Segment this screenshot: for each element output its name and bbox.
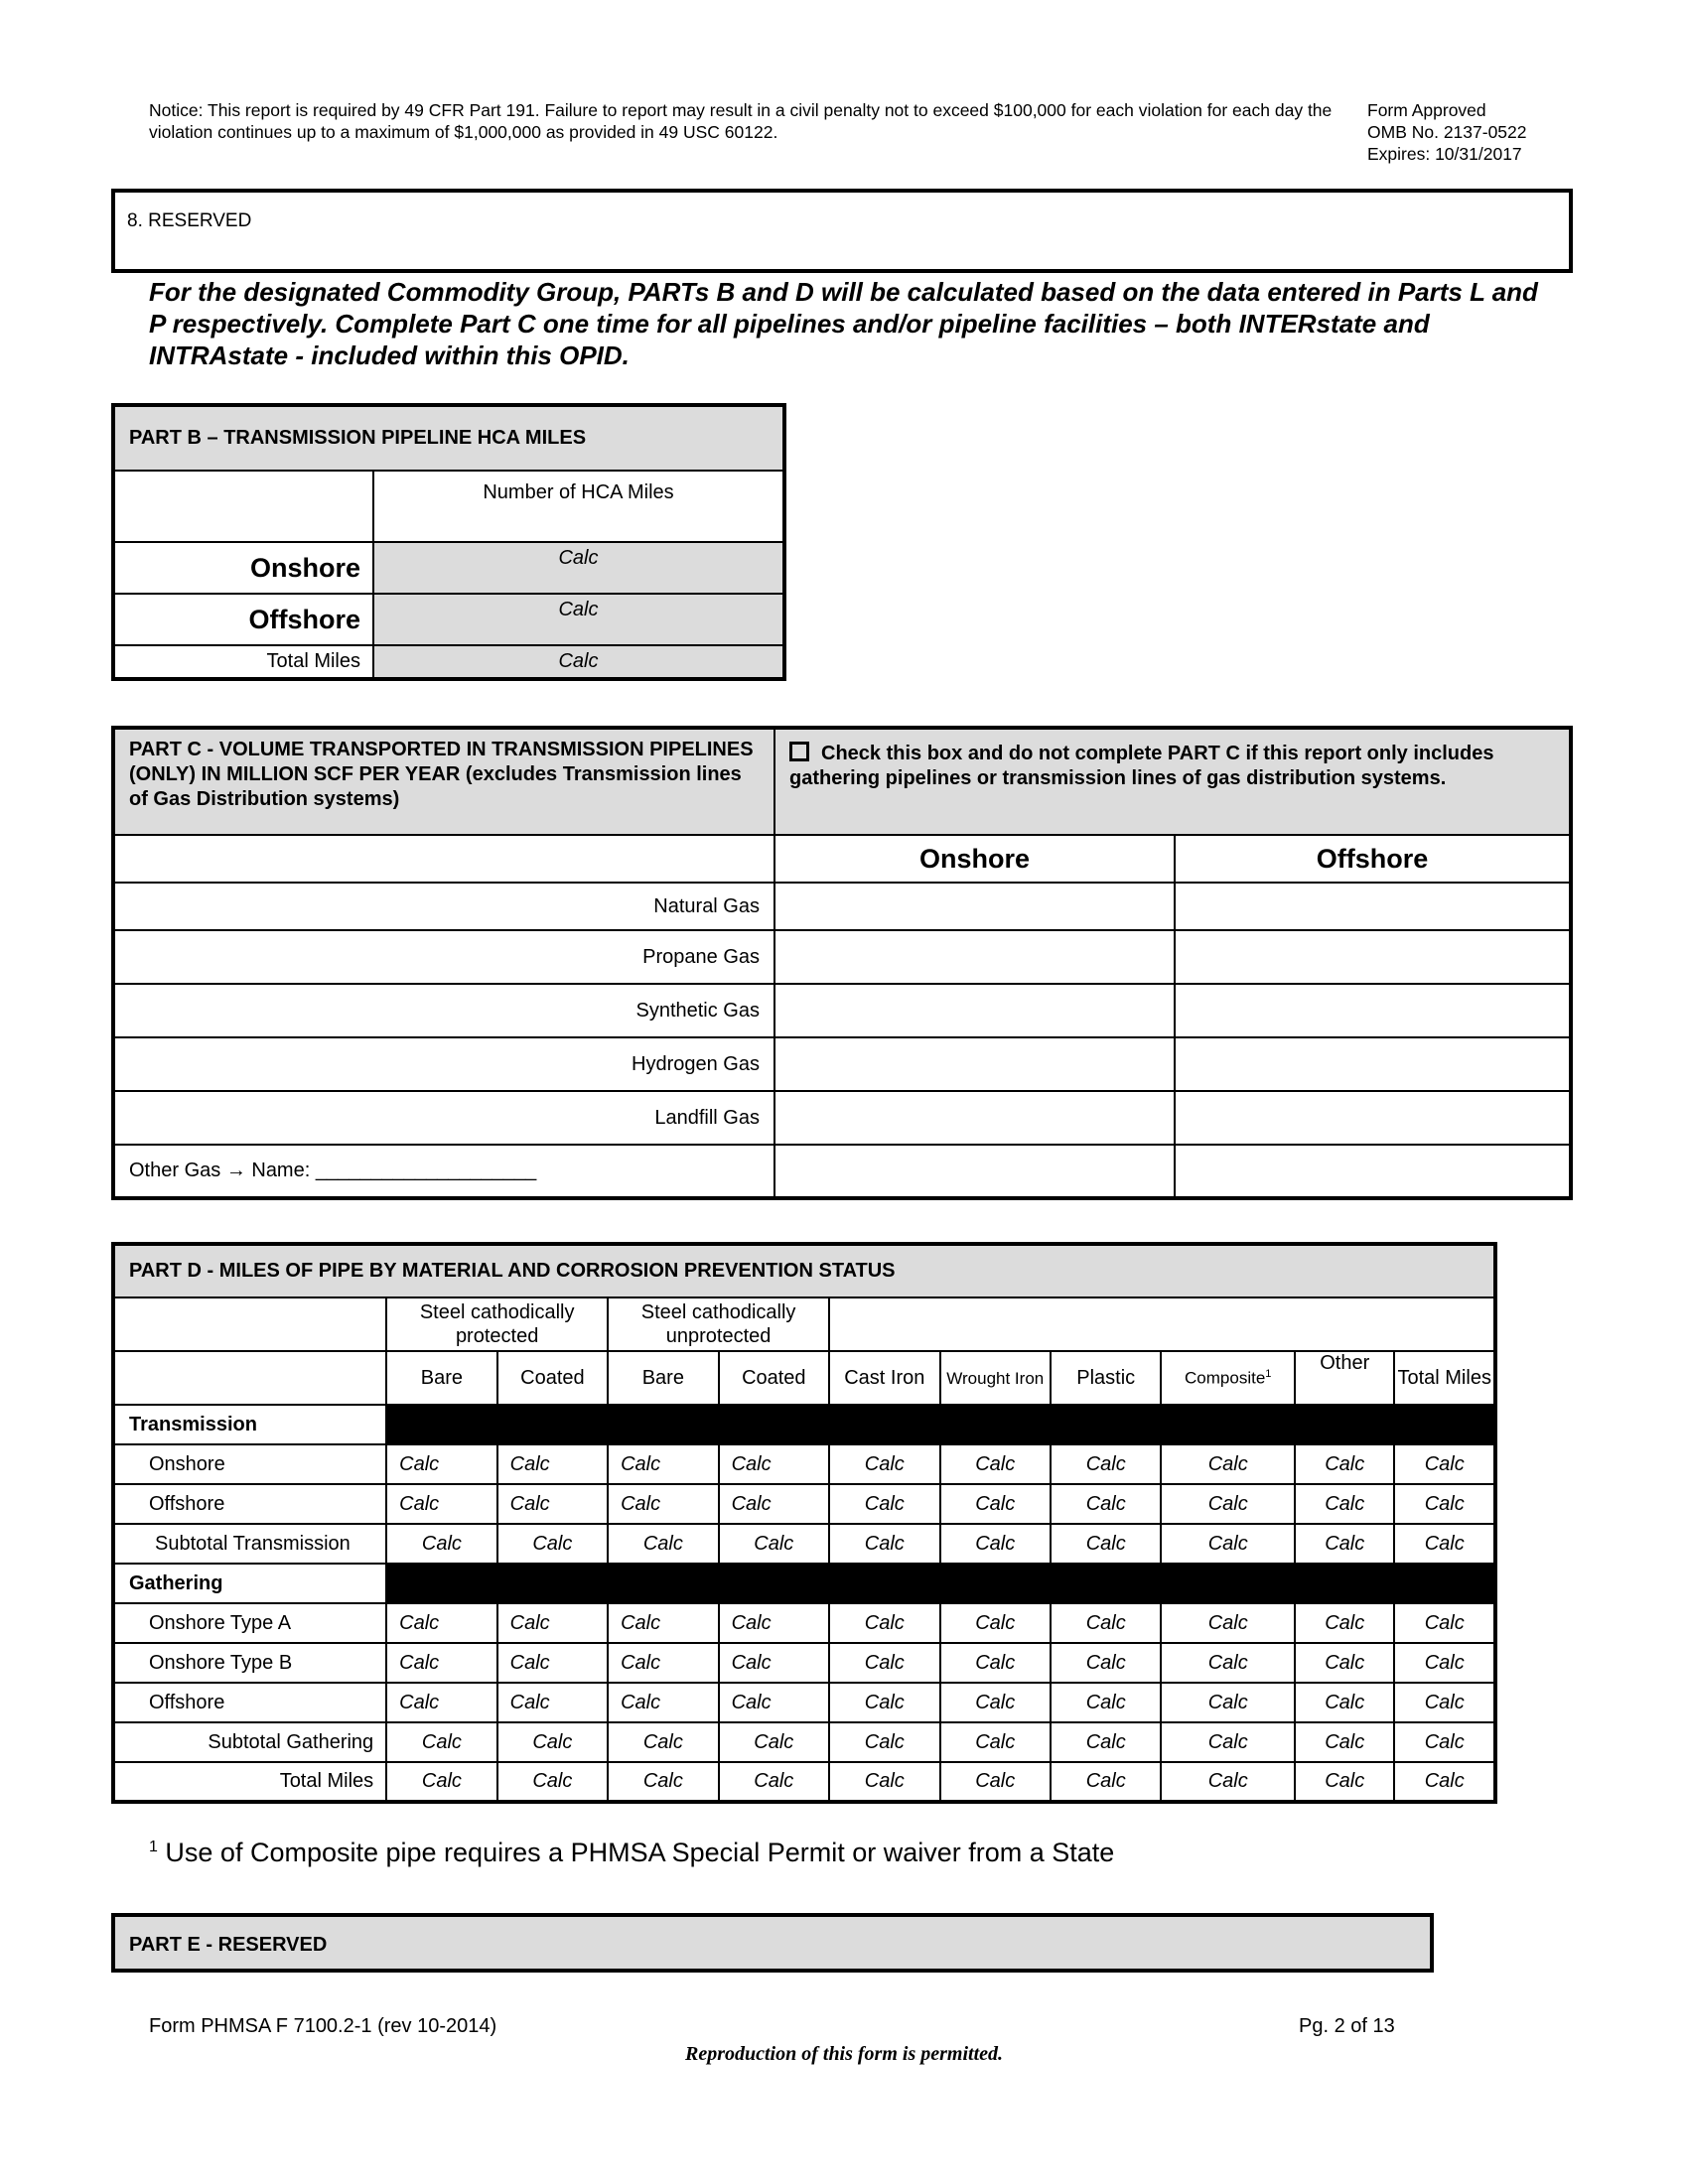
part-b-total-value[interactable]: Calc xyxy=(373,645,784,679)
row-label: Onshore xyxy=(113,1444,386,1484)
calc-cell[interactable]: Calc xyxy=(1295,1603,1394,1643)
table-row xyxy=(113,1444,1495,1484)
part-c-row-label: Natural Gas xyxy=(113,883,774,930)
calc-cell[interactable]: Calc xyxy=(1394,1444,1495,1484)
calc-cell[interactable]: Calc xyxy=(608,1683,718,1722)
calc-cell[interactable]: Calc xyxy=(719,1484,829,1524)
calc-cell[interactable]: Calc xyxy=(829,1762,939,1802)
calc-cell[interactable]: Calc xyxy=(386,1603,496,1643)
calc-cell[interactable]: Calc xyxy=(940,1683,1051,1722)
calc-cell[interactable]: Calc xyxy=(608,1762,718,1802)
calc-cell[interactable]: Calc xyxy=(1295,1524,1394,1564)
calc-cell[interactable]: Calc xyxy=(829,1484,939,1524)
part-b-total-label: Total Miles xyxy=(113,645,373,679)
section-row-transmission xyxy=(113,1405,1495,1444)
calc-cell[interactable]: Calc xyxy=(608,1722,718,1762)
col-wrought-iron: Wrought Iron xyxy=(940,1351,1051,1405)
calc-cell[interactable]: Calc xyxy=(719,1722,829,1762)
calc-cell[interactable]: Calc xyxy=(1051,1524,1161,1564)
calc-cell[interactable]: Calc xyxy=(1161,1722,1295,1762)
part-c-row-label: Propane Gas xyxy=(113,930,774,984)
part-c-title: PART C - VOLUME TRANSPORTED IN TRANSMISSION PIPELINES (ONLY) IN MILLION SCF PER YEAR (excludes Transmission lines of Gas Distribution systems) xyxy=(113,728,774,835)
part-b-offshore-label: Offshore xyxy=(113,594,373,645)
calc-cell[interactable]: Calc xyxy=(608,1484,718,1524)
part-c-input-offshore[interactable] xyxy=(1175,883,1571,930)
table-row xyxy=(113,1683,1495,1722)
part-c-input-offshore[interactable] xyxy=(1175,1037,1571,1091)
calc-cell[interactable]: Calc xyxy=(940,1603,1051,1643)
row-label: Onshore Type A xyxy=(113,1603,386,1643)
calc-cell[interactable]: Calc xyxy=(497,1444,608,1484)
calc-cell[interactable]: Calc xyxy=(1051,1484,1161,1524)
calc-cell[interactable]: Calc xyxy=(1295,1444,1394,1484)
calc-cell[interactable]: Calc xyxy=(719,1683,829,1722)
calc-cell[interactable]: Calc xyxy=(497,1643,608,1683)
part-d-group-protected: Steel cathodically protected xyxy=(386,1297,608,1351)
part-c-input-onshore[interactable] xyxy=(774,984,1175,1037)
row-label: Total Miles xyxy=(113,1762,386,1802)
calc-cell[interactable]: Calc xyxy=(1295,1722,1394,1762)
calc-cell[interactable]: Calc xyxy=(497,1722,608,1762)
blackout-bar xyxy=(386,1564,1495,1603)
col-coated: Coated xyxy=(719,1351,829,1405)
calc-cell[interactable]: Calc xyxy=(1051,1444,1161,1484)
calc-cell[interactable]: Calc xyxy=(1051,1722,1161,1762)
calc-cell[interactable]: Calc xyxy=(1051,1683,1161,1722)
part-c-input-onshore[interactable] xyxy=(774,883,1175,930)
calc-cell[interactable]: Calc xyxy=(1051,1762,1161,1802)
calc-cell[interactable]: Calc xyxy=(608,1643,718,1683)
table-row xyxy=(113,1484,1495,1524)
calc-cell[interactable]: Calc xyxy=(608,1603,718,1643)
row-label: Offshore xyxy=(113,1683,386,1722)
col-bare: Bare xyxy=(608,1351,718,1405)
part-b-offshore-value[interactable]: Calc xyxy=(373,594,784,645)
part-c-blank xyxy=(113,835,774,883)
part-c-checkbox-cell[interactable] xyxy=(774,728,1571,835)
part-c-input-onshore[interactable] xyxy=(774,1145,1175,1198)
section-row-gathering xyxy=(113,1564,1495,1603)
calc-cell[interactable]: Calc xyxy=(497,1603,608,1643)
calc-cell[interactable]: Calc xyxy=(829,1722,939,1762)
calc-cell[interactable]: Calc xyxy=(1161,1444,1295,1484)
col-coated: Coated xyxy=(497,1351,608,1405)
notice-text: Notice: This report is required by 49 CFR Part 191. Failure to report may result in a civil penalty not to exceed $100,000 for each violation for each day the violation continues up to a maximum of $1,000,000 as provided in 49 USC 60122. xyxy=(149,100,1333,142)
calc-cell[interactable]: Calc xyxy=(1051,1603,1161,1643)
part-c-row-label: Synthetic Gas xyxy=(113,984,774,1037)
blackout-bar xyxy=(386,1405,1495,1444)
calc-cell[interactable]: Calc xyxy=(940,1722,1051,1762)
calc-cell[interactable]: Calc xyxy=(497,1484,608,1524)
calc-cell[interactable]: Calc xyxy=(829,1643,939,1683)
part-c-input-onshore[interactable] xyxy=(774,1037,1175,1091)
calc-cell[interactable]: Calc xyxy=(1295,1643,1394,1683)
col-plastic: Plastic xyxy=(1051,1351,1161,1405)
col-composite-label: Composite xyxy=(1185,1368,1266,1388)
row-label: Onshore Type B xyxy=(113,1643,386,1683)
calc-cell[interactable]: Calc xyxy=(497,1524,608,1564)
calc-cell[interactable]: Calc xyxy=(1394,1683,1495,1722)
table-row xyxy=(113,1722,1495,1762)
calc-cell[interactable]: Calc xyxy=(940,1762,1051,1802)
calc-cell[interactable]: Calc xyxy=(940,1444,1051,1484)
calc-cell[interactable]: Calc xyxy=(719,1762,829,1802)
calc-cell[interactable]: Calc xyxy=(386,1643,496,1683)
row-label: Subtotal Transmission xyxy=(113,1524,386,1564)
part-c-row-label: Hydrogen Gas xyxy=(113,1037,774,1091)
reproduction-note: Reproduction of this form is permitted. xyxy=(684,2043,1004,2065)
part-e-title: PART E - RESERVED xyxy=(129,1934,328,1956)
calc-cell[interactable]: Calc xyxy=(386,1683,496,1722)
col-bare: Bare xyxy=(386,1351,496,1405)
calc-cell[interactable]: Calc xyxy=(829,1603,939,1643)
part-c-row-label: Landfill Gas xyxy=(113,1091,774,1145)
omb-block xyxy=(1367,99,1586,165)
col-cast-iron: Cast Iron xyxy=(829,1351,939,1405)
calc-cell[interactable]: Calc xyxy=(940,1484,1051,1524)
calc-cell[interactable]: Calc xyxy=(1394,1484,1495,1524)
calc-cell[interactable]: Calc xyxy=(829,1683,939,1722)
part-c-col-offshore: Offshore xyxy=(1175,835,1571,883)
calc-cell[interactable]: Calc xyxy=(1295,1484,1394,1524)
footnote xyxy=(149,1838,1114,1868)
part-b-onshore-value[interactable]: Calc xyxy=(373,542,784,594)
calc-cell[interactable]: Calc xyxy=(1161,1484,1295,1524)
calc-cell[interactable]: Calc xyxy=(608,1524,718,1564)
footnote-sup: 1 xyxy=(149,1839,158,1855)
calc-cell[interactable]: Calc xyxy=(940,1524,1051,1564)
calc-cell[interactable]: Calc xyxy=(497,1683,608,1722)
omb-number: OMB No. 2137-0522 xyxy=(1367,122,1527,142)
calc-cell[interactable]: Calc xyxy=(1161,1603,1295,1643)
expires-date: Expires: 10/31/2017 xyxy=(1367,144,1522,164)
calc-cell[interactable]: Calc xyxy=(386,1524,496,1564)
part-d-blank xyxy=(113,1297,386,1351)
part-c-input-offshore[interactable] xyxy=(1175,1091,1571,1145)
part-d-table xyxy=(111,1242,1497,1804)
calc-cell[interactable]: Calc xyxy=(1394,1524,1495,1564)
calc-cell[interactable]: Calc xyxy=(1394,1762,1495,1802)
calc-cell[interactable]: Calc xyxy=(940,1643,1051,1683)
calc-cell[interactable]: Calc xyxy=(386,1444,496,1484)
calc-cell[interactable]: Calc xyxy=(386,1762,496,1802)
part-d-title: PART D - MILES OF PIPE BY MATERIAL AND CORROSION PREVENTION STATUS xyxy=(113,1244,1495,1297)
part-c-input-offshore[interactable] xyxy=(1175,1145,1571,1198)
part-c-input-offshore[interactable] xyxy=(1175,930,1571,984)
part-d-group-unprotected: Steel cathodically unprotected xyxy=(608,1297,829,1351)
calc-cell[interactable]: Calc xyxy=(719,1444,829,1484)
page-number: Pg. 2 of 13 xyxy=(1299,2015,1395,2037)
part-b-col-header: Number of HCA Miles xyxy=(373,471,784,542)
calc-cell[interactable]: Calc xyxy=(719,1524,829,1564)
calc-cell[interactable]: Calc xyxy=(608,1444,718,1484)
calc-cell[interactable]: Calc xyxy=(1394,1643,1495,1683)
part-b-onshore-label: Onshore xyxy=(113,542,373,594)
footnote-text: Use of Composite pipe requires a PHMSA Special Permit or waiver from a State xyxy=(157,1838,1115,1867)
calc-cell[interactable]: Calc xyxy=(829,1524,939,1564)
form-number: Form PHMSA F 7100.2-1 (rev 10-2014) xyxy=(149,2015,497,2037)
col-other: Other xyxy=(1295,1351,1394,1405)
calc-cell[interactable]: Calc xyxy=(829,1444,939,1484)
form-approved: Form Approved xyxy=(1367,100,1486,120)
calc-cell[interactable]: Calc xyxy=(1394,1722,1495,1762)
calc-cell[interactable]: Calc xyxy=(1394,1603,1495,1643)
part-c-table xyxy=(111,726,1573,1200)
col-total-miles: Total Miles xyxy=(1394,1351,1495,1405)
row-label: Subtotal Gathering xyxy=(113,1722,386,1762)
part-b-blank xyxy=(113,471,373,542)
calc-cell[interactable]: Calc xyxy=(1161,1762,1295,1802)
section-8-label: 8. RESERVED xyxy=(127,210,252,231)
table-row xyxy=(113,1643,1495,1683)
calc-cell[interactable]: Calc xyxy=(1161,1683,1295,1722)
section-gathering: Gathering xyxy=(113,1564,386,1603)
table-row xyxy=(113,1524,1495,1564)
table-row xyxy=(113,1603,1495,1643)
section-8-box xyxy=(111,189,1573,273)
part-c-checkbox-text: Check this box and do not complete PART C if this report only includes gathering pipelines or transmission lines of gas distribution systems. xyxy=(789,743,1494,789)
calc-cell[interactable]: Calc xyxy=(497,1762,608,1802)
col-composite xyxy=(1161,1351,1295,1405)
calc-cell[interactable]: Calc xyxy=(719,1643,829,1683)
calc-cell[interactable]: Calc xyxy=(386,1484,496,1524)
calc-cell[interactable]: Calc xyxy=(1295,1683,1394,1722)
row-label: Offshore xyxy=(113,1484,386,1524)
part-b-title: PART B – TRANSMISSION PIPELINE HCA MILES xyxy=(113,405,784,471)
part-b-table xyxy=(111,403,786,681)
calc-cell[interactable]: Calc xyxy=(386,1722,496,1762)
part-c-other-gas-label[interactable]: Other Gas → Name: ____________________ xyxy=(113,1145,774,1198)
part-d-blank xyxy=(113,1351,386,1405)
part-c-col-onshore: Onshore xyxy=(774,835,1175,883)
calc-cell[interactable]: Calc xyxy=(1295,1762,1394,1802)
part-c-input-onshore[interactable] xyxy=(774,1091,1175,1145)
part-d-blank-top xyxy=(829,1297,1495,1351)
part-c-input-onshore[interactable] xyxy=(774,930,1175,984)
part-e-box xyxy=(111,1913,1434,1973)
calc-cell[interactable]: Calc xyxy=(1051,1643,1161,1683)
part-c-input-offshore[interactable] xyxy=(1175,984,1571,1037)
part-c-checkbox[interactable] xyxy=(789,742,809,761)
calc-cell[interactable]: Calc xyxy=(719,1603,829,1643)
col-composite-sup: 1 xyxy=(1265,1367,1272,1380)
table-row xyxy=(113,1762,1495,1802)
calc-cell[interactable]: Calc xyxy=(1161,1524,1295,1564)
instructions: For the designated Commodity Group, PARTs B and D will be calculated based on the data entered in Parts L and P respectively. Complete Part C one time for all pipelines and/or pipeline facilities – both INTERstate and INTRAstate - included within this OPID. xyxy=(149,277,1538,370)
calc-cell[interactable]: Calc xyxy=(1161,1643,1295,1683)
section-transmission: Transmission xyxy=(113,1405,386,1444)
